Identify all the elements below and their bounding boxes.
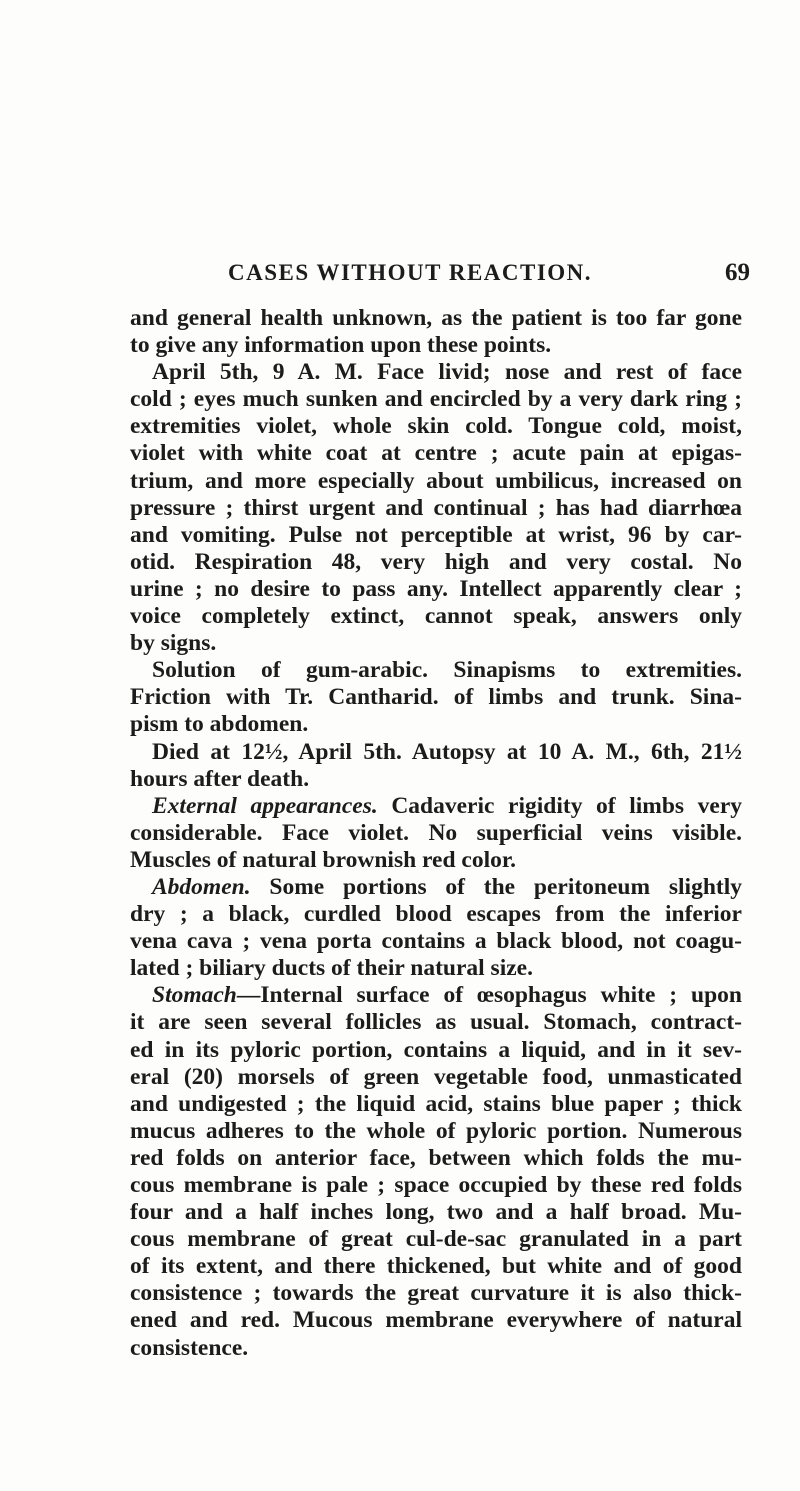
page-number: 69 (725, 259, 750, 286)
text-line (130, 549, 742, 576)
running-title: CASES WITHOUT REACTION. (228, 260, 593, 285)
text-line (130, 793, 742, 820)
line-text: it are seen several follicles as usual. Stomach, contract- (130, 1009, 742, 1036)
text-line (130, 413, 742, 440)
line-text: considerable. Face violet. No superficial veins visible. (130, 819, 742, 846)
text-line (130, 684, 742, 711)
line-text: —Internal surface of œsophagus white ; upon (236, 982, 742, 1009)
text-line (130, 1307, 742, 1334)
text-line (130, 1091, 742, 1118)
line-text: Friction with Tr. Cantharid. of limbs and trunk. Sina- (130, 684, 742, 711)
text-line (130, 820, 742, 847)
text-line (130, 955, 742, 982)
text-line (130, 657, 742, 684)
text-line (130, 495, 742, 522)
line-text: consistence. (130, 1334, 249, 1361)
text-line (130, 1145, 742, 1172)
line-text: to give any information upon these points. (130, 332, 552, 359)
line-text: Cadaveric rigidity of limbs very (377, 792, 743, 819)
text-line (130, 1280, 742, 1307)
text-line (130, 630, 742, 657)
section-heading: External appearances. (152, 792, 378, 819)
line-text: Solution of gum-arabic. Sinapisms to extremities. (152, 657, 742, 684)
text-line (130, 739, 742, 766)
line-text: eral (20) morsels of green vegetable food, unmasticated (130, 1063, 742, 1090)
text-line (130, 522, 742, 549)
line-text: cold ; eyes much sunken and encircled by a very dark ring ; (130, 386, 742, 413)
line-text: pressure ; thirst urgent and continual ; has had diarrhœa (130, 494, 742, 521)
text-line (130, 847, 742, 874)
line-text: Muscles of natural brownish red color. (130, 846, 517, 873)
line-text: Some portions of the peritoneum slightly (250, 873, 742, 900)
text-line (130, 901, 742, 928)
line-text: and vomiting. Pulse not perceptible at wrist, 96 by car- (130, 521, 742, 548)
section-heading: Stomach (152, 982, 237, 1009)
line-text: four and a half inches long, two and a half broad. Mu- (130, 1199, 742, 1226)
text-line (130, 766, 742, 793)
line-text: otid. Respiration 48, very high and very costal. No (130, 548, 742, 575)
line-text: Died at 12½, April 5th. Autopsy at 10 A. M., 6th, 21½ (152, 738, 742, 765)
line-text: lated ; biliary ducts of their natural size. (130, 955, 533, 982)
line-text: cous membrane is pale ; space occupied by these red folds (130, 1172, 742, 1198)
line-text: consistence ; towards the great curvature it is also thick- (130, 1280, 742, 1307)
text-line (130, 711, 742, 738)
text-line (130, 982, 742, 1009)
line-text: by signs. (130, 630, 217, 657)
text-line (130, 1009, 742, 1036)
text-line (130, 576, 742, 603)
line-text: violet with white coat at centre ; acute pain at epigas- (130, 440, 742, 467)
section-heading: Abdomen. (152, 873, 251, 900)
text-line (130, 1118, 742, 1145)
text-line (130, 1226, 742, 1253)
line-text: urine ; no desire to pass any. Intellect apparently clear ; (130, 575, 742, 602)
text-line (130, 468, 742, 495)
text-line (130, 1037, 742, 1064)
body-text (130, 305, 742, 1362)
line-text: cous membrane of great cul-de-sac granulated in a part (130, 1226, 742, 1253)
running-head (130, 258, 750, 288)
line-text: of its extent, and there thickened, but white and of good (130, 1253, 742, 1280)
text-line (130, 332, 742, 359)
line-text: and general health unknown, as the patient is too far gone (130, 305, 742, 331)
text-line (130, 440, 742, 467)
line-text: dry ; a black, curdled blood escapes from the inferior (130, 901, 742, 928)
text-line (130, 1253, 742, 1280)
text-line (130, 1199, 742, 1226)
line-text: red folds on anterior face, between which folds the mu- (130, 1144, 742, 1171)
line-text: trium, and more especially about umbilicus, increased on (130, 467, 742, 494)
line-text: and undigested ; the liquid acid, stains blue paper ; thick (130, 1090, 742, 1117)
line-text: extremities violet, whole skin cold. Tongue cold, moist, (130, 413, 742, 440)
line-text: ed in its pyloric portion, contains a liquid, and in it sev- (130, 1036, 742, 1063)
line-text: mucus adheres to the whole of pyloric portion. Numerous (130, 1117, 742, 1144)
text-line (130, 928, 742, 955)
line-text: hours after death. (130, 765, 310, 792)
line-text: vena cava ; vena porta contains a black blood, not coagu- (130, 928, 742, 955)
line-text: voice completely extinct, cannot speak, answers only (130, 603, 742, 630)
text-line (130, 1064, 742, 1091)
text-line (130, 359, 742, 386)
text-line (130, 1335, 742, 1362)
line-text: pism to abdomen. (130, 711, 309, 738)
text-line (130, 386, 742, 413)
text-line (130, 603, 742, 630)
line-text: ened and red. Mucous membrane everywhere of natural (130, 1307, 742, 1334)
line-text: April 5th, 9 A. M. Face livid; nose and rest of face (152, 359, 742, 386)
text-line (130, 305, 742, 332)
text-line (130, 874, 742, 901)
text-line (130, 1172, 742, 1199)
